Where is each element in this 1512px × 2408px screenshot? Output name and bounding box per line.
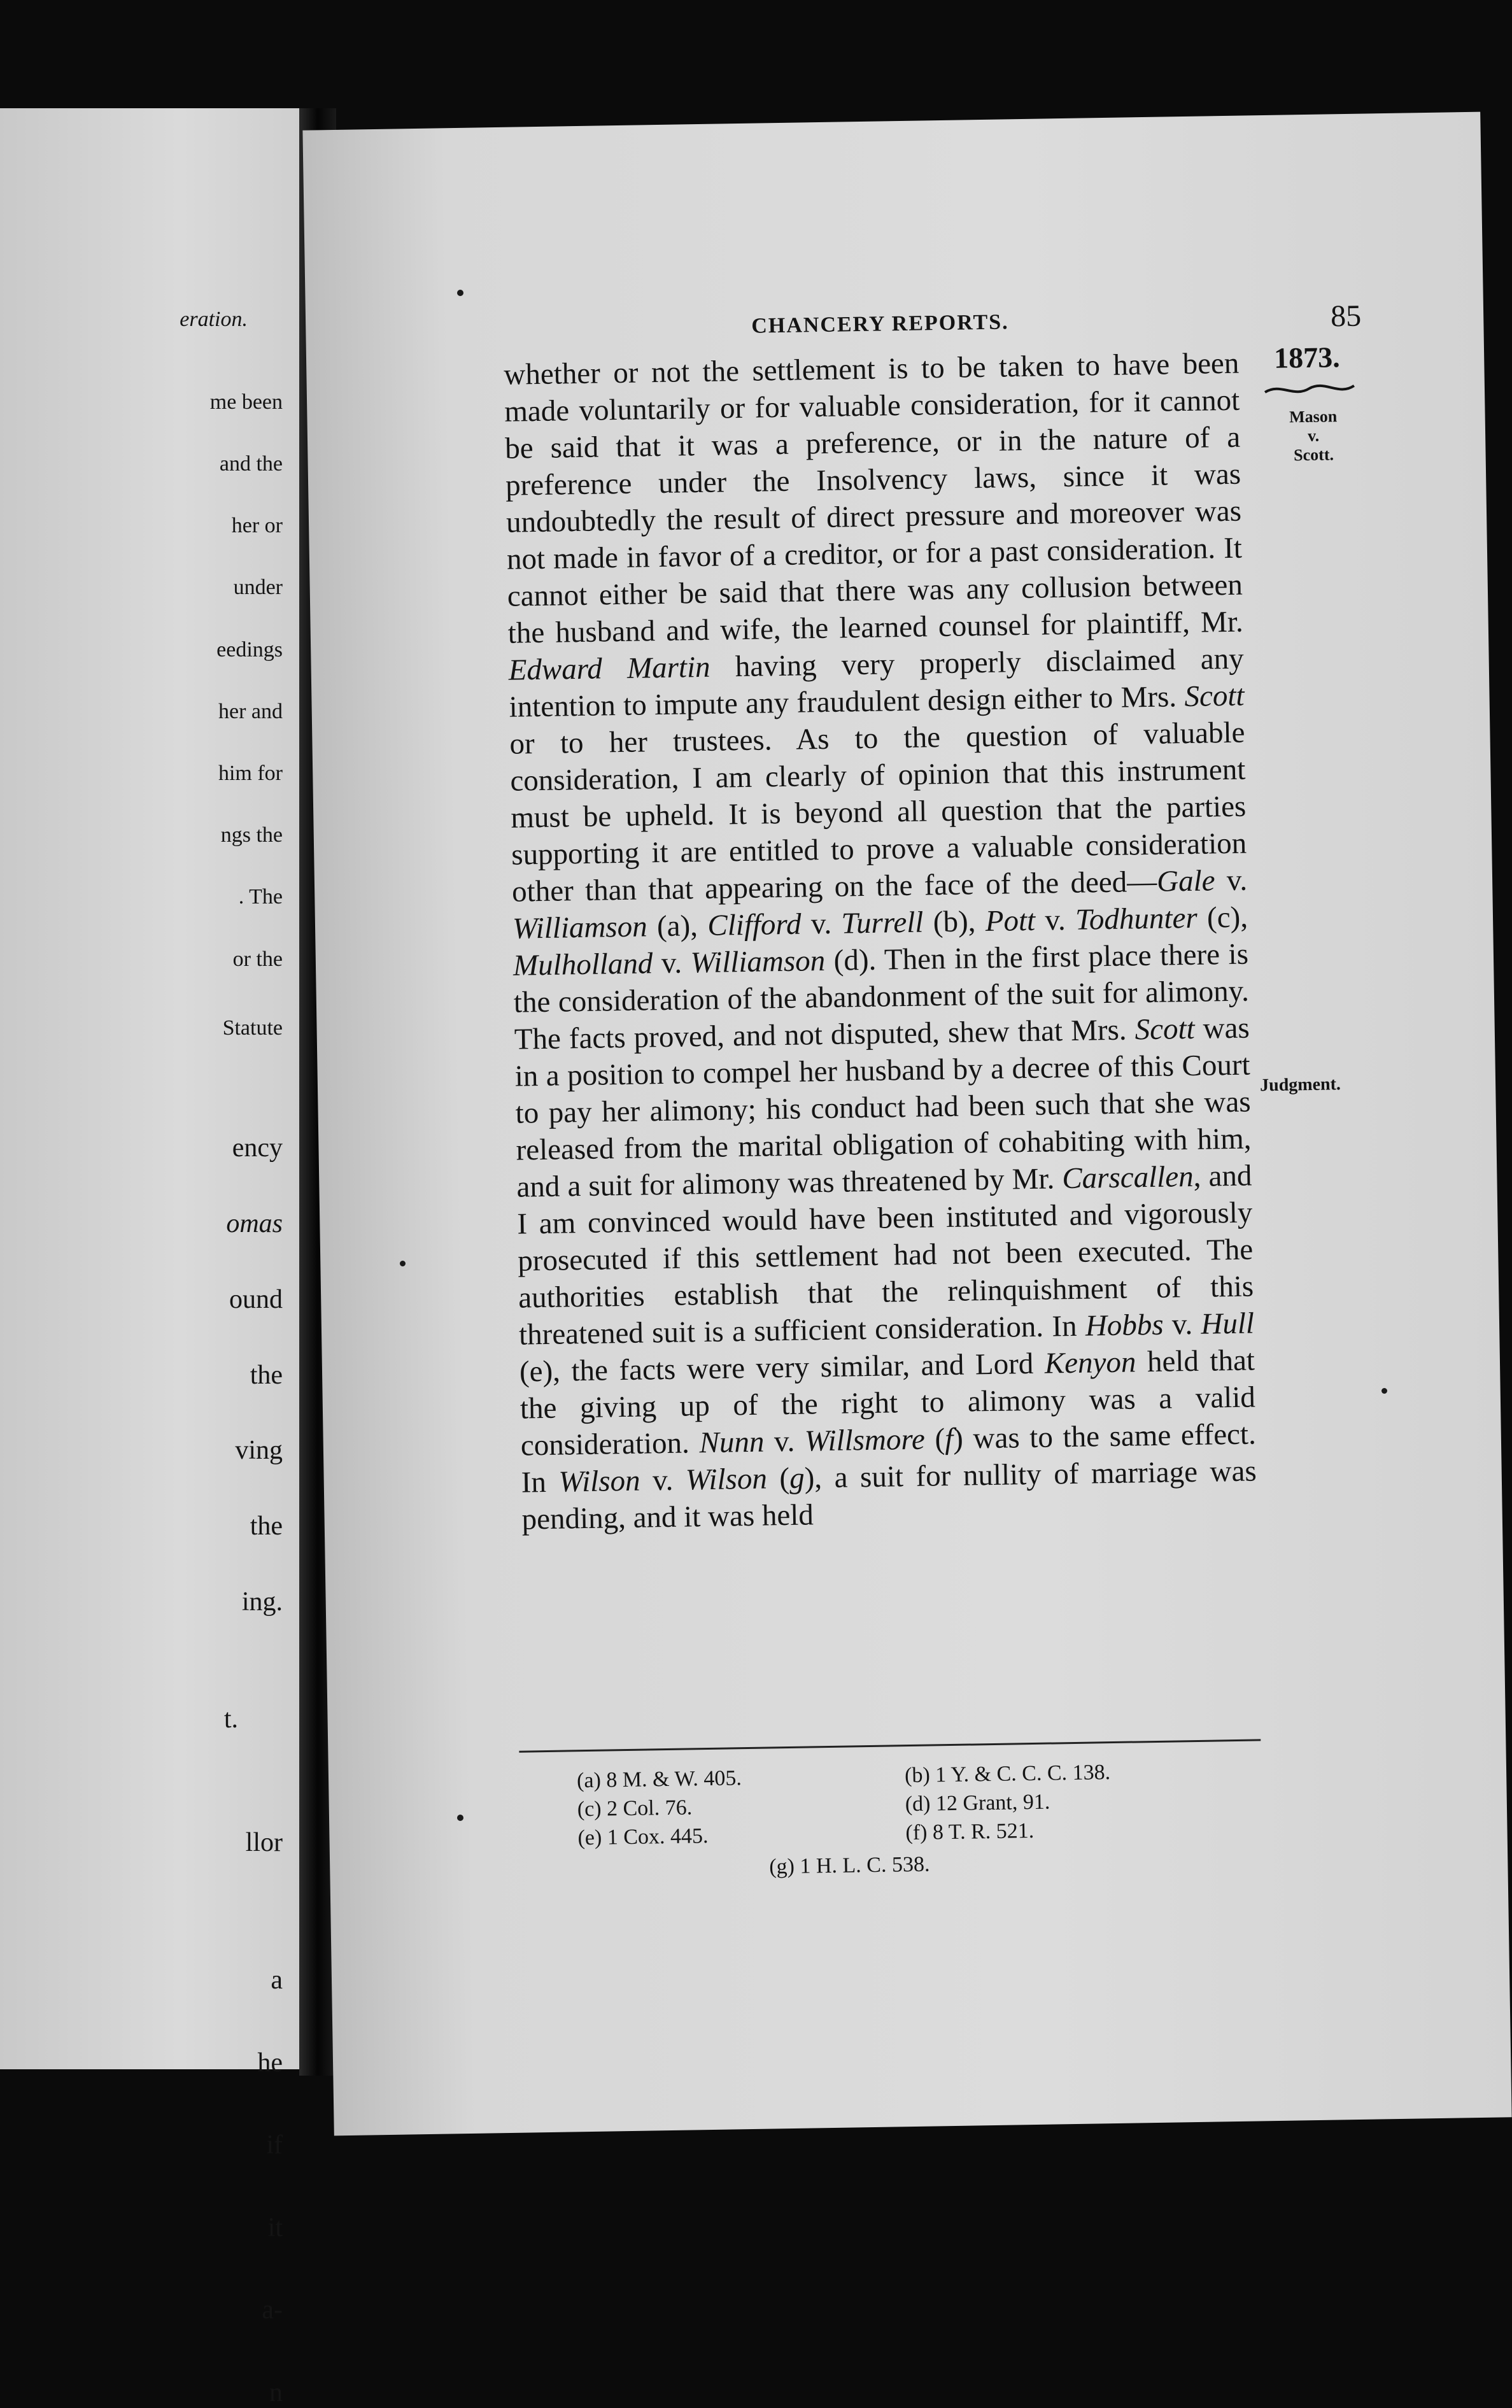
body-text-run: v. xyxy=(1163,1307,1201,1342)
previous-page-line: under xyxy=(233,576,283,600)
body-text-run: (e), the facts were very similar, and Lord xyxy=(519,1347,1045,1389)
italic-citation: Willsmore xyxy=(804,1422,926,1458)
margin-year: 1873. xyxy=(1273,341,1341,374)
italic-citation: Carscallen xyxy=(1061,1159,1194,1196)
previous-page-line: me been xyxy=(209,390,283,414)
body-text-run: v. xyxy=(763,1424,805,1459)
previous-page-line: her or xyxy=(231,514,283,538)
body-text-run: held that the giving up of the right to alimony was a valid consideration. xyxy=(519,1343,1256,1463)
italic-citation: Scott xyxy=(1134,1012,1195,1047)
previous-page-line: omas xyxy=(226,1209,283,1238)
previous-page-line: he xyxy=(257,2048,283,2078)
previous-page-line: llor xyxy=(245,1828,283,1857)
italic-citation: Hull xyxy=(1201,1307,1255,1341)
italic-citation: Wilson xyxy=(685,1462,768,1497)
italic-citation: g xyxy=(789,1461,805,1495)
previous-page-line: and the xyxy=(219,452,283,476)
case-versus: v. xyxy=(1307,426,1320,445)
previous-page-line: n xyxy=(269,2378,283,2407)
footnote-c: (c) 2 Col. 76. xyxy=(577,1795,693,1822)
previous-page-line: . The xyxy=(238,885,283,909)
body-text-run: whether or not the settlement is to be taken to have been made voluntarily or for valuable consideration, for it cannot be said that it was a preference, or in the nature of a preference under the Insolvency laws, since it was undoubtedly the result of direct pressure and moreover was not made in favor of a creditor, or for a past consideration. It cannot either be said that there was any collusion between the husband and wife, the learned counsel for plaintiff, Mr. xyxy=(504,346,1244,650)
italic-citation: Nunn xyxy=(699,1425,765,1460)
body-text-run: (b), xyxy=(922,905,986,939)
margin-case-name xyxy=(1278,407,1348,465)
body-text-run: , and I am convinced would have been instituted and vigorously prosecuted if this settlement had not been executed. The authorities establish that the relinquishment of this threatened suit is a sufficient consideration. In xyxy=(516,1159,1254,1352)
previous-page-line: if xyxy=(266,2130,283,2160)
previous-page-line: ound xyxy=(229,1284,283,1314)
italic-citation: Kenyon xyxy=(1044,1345,1136,1380)
italic-citation: Gale xyxy=(1156,864,1215,898)
previous-page-edge xyxy=(0,108,299,2407)
previous-page-line: the xyxy=(250,1512,283,1541)
margin-judgment-label: Judgment. xyxy=(1259,1074,1341,1096)
italic-citation: Hobbs xyxy=(1085,1308,1164,1343)
case-party-1: Mason xyxy=(1289,407,1338,427)
body-text-run: ), a suit for nullity of marriage was pending, and it was held xyxy=(521,1454,1257,1536)
footnote-a: (a) 8 M. & W. 405. xyxy=(576,1766,742,1793)
footnote-d: (d) 12 Grant, 91. xyxy=(905,1790,1050,1817)
scan-speck xyxy=(457,1815,463,1821)
previous-page-line: the xyxy=(250,1360,283,1390)
body-text-run: was in a position to compel her husband by a decree of this Court to pay her alimony; his conduct had been such that she was released from the marital obligation of cohabiting with him, and a suit for alimony was threatened by Mr. xyxy=(514,1011,1252,1204)
footnote-f: (f) 8 T. R. 521. xyxy=(905,1819,1035,1845)
footnote-divider xyxy=(519,1739,1261,1752)
page-number: 85 xyxy=(1330,299,1362,334)
italic-citation: Pott xyxy=(985,903,1036,938)
body-text-run: or to her trustees. As to the question of valuable consideration, I am clearly of opinion that this instrument must be upheld. It is beyond all question that the parties supporting it are entitled to prove a valuable consideration other than that appearing on the face of the deed— xyxy=(509,716,1247,909)
previous-page-line: t. xyxy=(223,1704,238,1734)
italic-citation: Clifford xyxy=(707,907,802,942)
running-head: CHANCERY REPORTS. xyxy=(751,310,1009,338)
book-page xyxy=(302,112,1511,2136)
body-text-run: ( xyxy=(924,1422,945,1456)
scan-speck xyxy=(400,1261,406,1266)
previous-page-line: ency xyxy=(232,1133,283,1163)
previous-page-line: her and xyxy=(218,699,283,723)
body-text-run: (d). Then in the first place there is the consideration of the abandonment of the suit for alimony. The facts proved, and not disputed, shew that Mrs. xyxy=(513,937,1250,1056)
footnote-b: (b) 1 Y. & C. C. C. 138. xyxy=(904,1760,1111,1788)
italic-citation: Williamson xyxy=(690,944,826,980)
previous-page-line: or the xyxy=(232,947,283,971)
footnote-g: (g) 1 H. L. C. 538. xyxy=(769,1852,930,1879)
previous-page-line: eedings xyxy=(216,637,283,662)
previous-page-line: Statute xyxy=(222,1016,283,1040)
body-text-run: v. xyxy=(652,946,691,981)
body-text-run: ) was to the same effect. In xyxy=(521,1417,1257,1499)
body-text-run: ( xyxy=(767,1461,790,1496)
previous-page-line: eration. xyxy=(180,308,248,332)
body-text-run: v. xyxy=(1035,903,1076,937)
scan-speck xyxy=(457,290,463,296)
previous-page-line: a- xyxy=(262,2295,283,2325)
swash-ornament-icon xyxy=(1262,378,1357,399)
case-party-2: Scott. xyxy=(1293,445,1334,465)
italic-citation: Scott xyxy=(1184,679,1245,714)
body-text-run: having very properly disclaimed any intention to impute any fraudulent design either to Mrs. xyxy=(509,642,1245,724)
previous-page-line: a xyxy=(271,1965,283,1995)
italic-citation: Turrell xyxy=(841,905,924,940)
scan-speck xyxy=(1381,1388,1387,1394)
body-paragraph xyxy=(504,345,1257,1538)
body-text-run: (a), xyxy=(647,909,708,944)
italic-citation: Mulholland xyxy=(512,947,653,982)
body-text-run: v. xyxy=(640,1463,686,1498)
footnote-e: (e) 1 Cox. 445. xyxy=(577,1824,709,1850)
previous-page-line: it xyxy=(267,2213,283,2242)
previous-page-line: ngs the xyxy=(220,823,283,847)
italic-citation: Wilson xyxy=(558,1464,640,1499)
body-text-run: v. xyxy=(1215,863,1248,898)
italic-citation: Williamson xyxy=(512,910,648,945)
body-text-block xyxy=(504,345,1257,1538)
italic-citation: Todhunter xyxy=(1075,901,1198,937)
italic-citation: f xyxy=(944,1422,954,1456)
previous-page-line: him for xyxy=(218,761,283,785)
body-text-run: v. xyxy=(801,907,842,941)
previous-page-line: ving xyxy=(235,1436,283,1466)
italic-citation: Edward Martin xyxy=(508,650,710,687)
body-text-run: (c), xyxy=(1197,900,1248,935)
previous-page-line: ing. xyxy=(241,1587,283,1617)
